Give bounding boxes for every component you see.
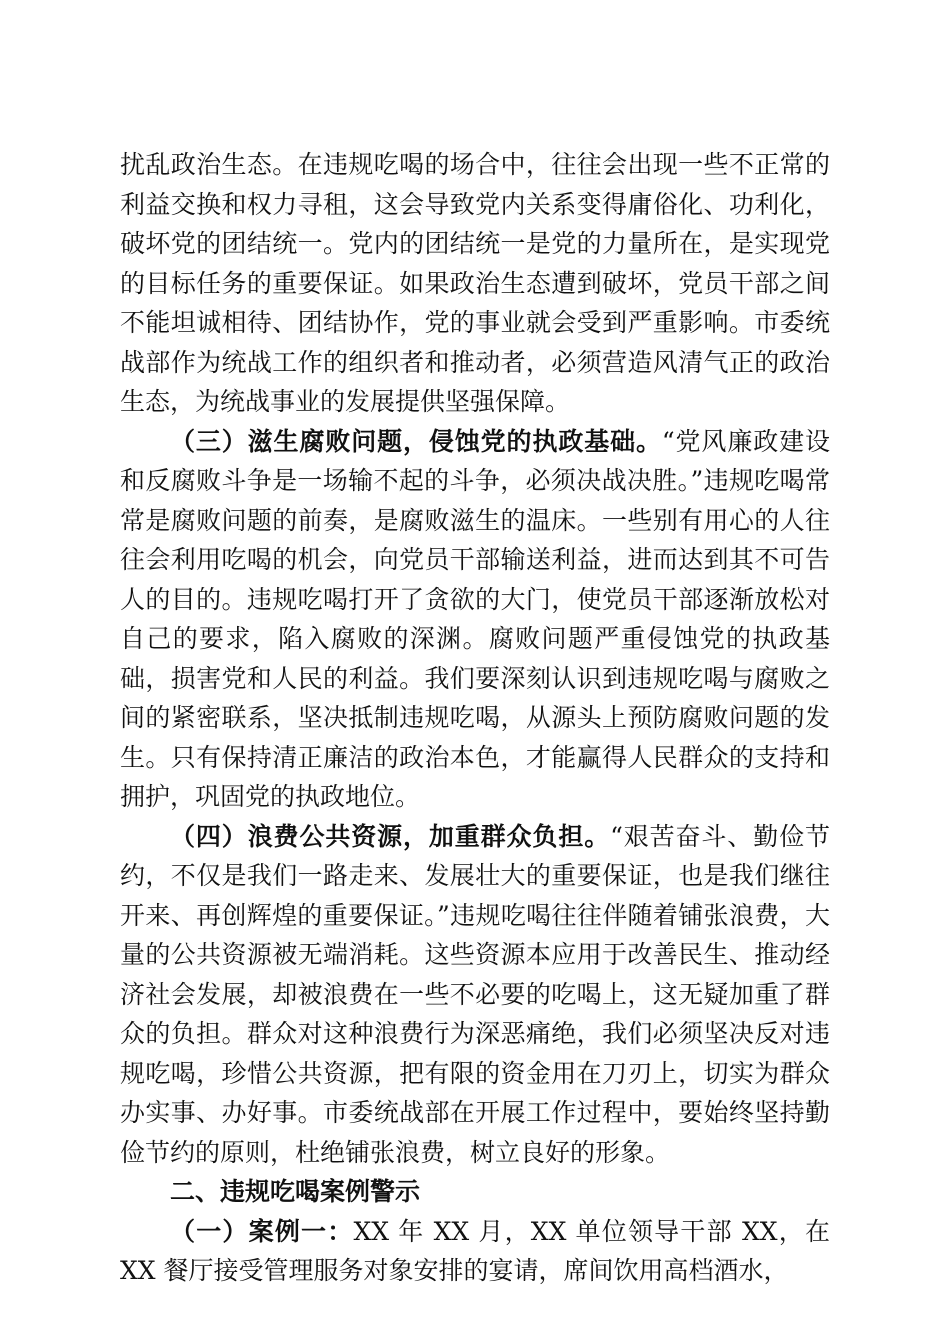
section-3-lead: （三）滋生腐败问题，侵蚀党的执政基础。 (170, 426, 662, 456)
heading-case-warnings: 二、违规吃喝案例警示 (170, 1177, 421, 1206)
case-1-lead: （一）案例一： (170, 1216, 354, 1246)
paragraph-section-3 (120, 422, 830, 817)
section-3-body: “党风廉政建设和反腐败斗争是一场输不起的斗争，必须决战决胜。”违规吃喝常常是腐败问题的前奏，是腐败滋生的温床。一些别有用心的人往往会利用吃喝的机会，向党员干部输送利益，进而达到其不可告人的目的。违规吃喝打开了贪欲的大门，使党员干部逐渐放松对自己的要求，陷入腐败的深渊。腐败问题严重侵蚀党的执政基础，损害党和人民的利益。我们要深刻认识到违规吃喝与腐败之间的紧密联系，坚决抵制违规吃喝，从源头上预防腐败问题的发生。只有保持清正廉洁的政治本色，才能赢得人民群众的支持和拥护，巩固党的执政地位。 (120, 426, 830, 811)
paragraph-case-1 (120, 1212, 830, 1291)
section-4-body: “艰苦奋斗、勤俭节约，不仅是我们一路走来、发展壮大的重要保证，也是我们继往开来、再创辉煌的重要保证。”违规吃喝往往伴随着铺张浪费，大量的公共资源被无端消耗。这些资源本应用于改善民生、推动经济社会发展，却被浪费在一些不必要的吃喝上，这无疑加重了群众的负担。群众对这种浪费行为深恶痛绝，我们必须坚决反对违规吃喝，珍惜公共资源，把有限的资金用在刀刃上，切实为群众办实事、办好事。市委统战部在开展工作过程中，要始终坚持勤俭节约的原则，杜绝铺张浪费，树立良好的形象。 (120, 821, 830, 1167)
paragraph-section-4 (120, 817, 830, 1173)
paragraph-continued: 扰乱政治生态。在违规吃喝的场合中，往往会出现一些不正常的利益交换和权力寻租，这会导致党内关系变得庸俗化、功利化，破坏党的团结统一。党内的团结统一是党的力量所在，是实现党的目标任务的重要保证。如果政治生态遭到破坏，党员干部之间不能坦诚相待、团结协作，党的事业就会受到严重影响。市委统战部作为统战工作的组织者和推动者，必须营造风清气正的政治生态，为统战事业的发展提供坚强保障。 (120, 150, 830, 416)
section-4-lead: （四）浪费公共资源，加重群众负担。 (170, 821, 611, 851)
case-1-body: XX 年 XX 月，XX 单位领导干部 XX，在 XX 餐厅接受管理服务对象安排的宴请，席间饮用高档酒水， (120, 1216, 830, 1285)
document-page (120, 145, 830, 1291)
